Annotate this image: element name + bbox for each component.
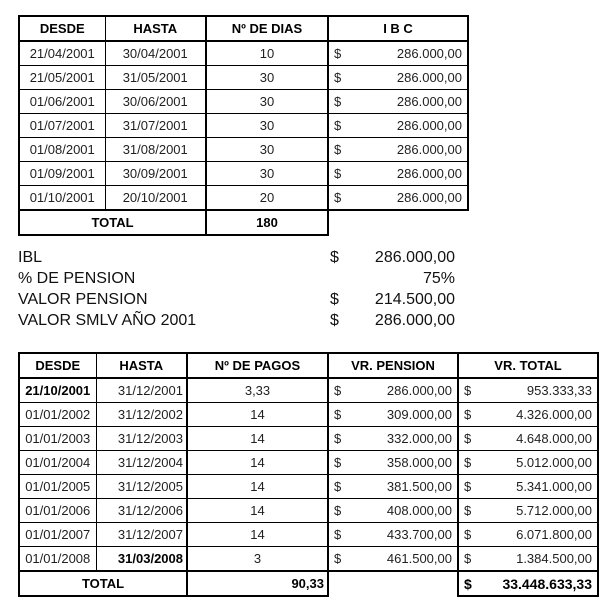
cell-pagos: 14 bbox=[187, 499, 328, 523]
currency-symbol: $ bbox=[464, 527, 472, 542]
cell-desde: 01/08/2001 bbox=[19, 138, 105, 162]
cell-vr-total bbox=[458, 475, 598, 499]
cell-desde: 21/10/2001 bbox=[19, 378, 96, 403]
summary-label: VALOR SMLV AÑO 2001 bbox=[18, 311, 197, 329]
header-vr-total: VR. TOTAL bbox=[458, 353, 598, 378]
empty-cell bbox=[328, 571, 458, 596]
ibc-days-table bbox=[18, 15, 469, 236]
amount: 5.712.000,00 bbox=[516, 503, 592, 518]
summary-row bbox=[18, 268, 455, 289]
amount: 4.326.000,00 bbox=[516, 407, 592, 422]
cell-desde: 01/10/2001 bbox=[19, 186, 105, 211]
cell-vr-pension bbox=[328, 403, 458, 427]
table-header-row bbox=[19, 353, 598, 378]
cell-vr-pension bbox=[328, 523, 458, 547]
currency-symbol: $ bbox=[334, 383, 342, 398]
amount: 358.000,00 bbox=[386, 455, 452, 470]
total-label: TOTAL bbox=[19, 210, 206, 235]
header-vr-pension: VR. PENSION bbox=[328, 353, 458, 378]
summary-row bbox=[18, 247, 455, 268]
currency-symbol: $ bbox=[334, 503, 342, 518]
cell-hasta: 31/12/2007 bbox=[96, 523, 187, 547]
cell-ibc bbox=[328, 138, 468, 162]
cell-vr-total bbox=[458, 451, 598, 475]
currency-symbol: $ bbox=[334, 46, 342, 61]
table-total-row bbox=[19, 210, 468, 235]
cell-desde: 01/01/2007 bbox=[19, 523, 96, 547]
total-dias: 180 bbox=[206, 210, 328, 235]
currency-symbol: $ bbox=[464, 479, 472, 494]
table-row bbox=[19, 66, 468, 90]
cell-ibc bbox=[328, 90, 468, 114]
currency-symbol: $ bbox=[334, 527, 342, 542]
table-row bbox=[19, 427, 598, 451]
header-pagos: Nº DE PAGOS bbox=[187, 353, 328, 378]
cell-desde: 01/01/2006 bbox=[19, 499, 96, 523]
cell-hasta: 31/05/2001 bbox=[105, 66, 206, 90]
summary-row bbox=[18, 289, 455, 310]
table-row bbox=[19, 451, 598, 475]
amount: 6.071.800,00 bbox=[516, 527, 592, 542]
currency-symbol: $ bbox=[334, 407, 342, 422]
table-row bbox=[19, 547, 598, 572]
header-hasta: HASTA bbox=[105, 16, 206, 41]
total-vr-total bbox=[458, 571, 598, 596]
header-hasta: HASTA bbox=[96, 353, 187, 378]
amount: 286.000,00 bbox=[396, 118, 462, 133]
total-pagos: 90,33 bbox=[187, 571, 328, 596]
currency-symbol: $ bbox=[334, 190, 342, 205]
cell-hasta: 30/06/2001 bbox=[105, 90, 206, 114]
currency-symbol: $ bbox=[464, 383, 472, 398]
pension-payments-table bbox=[18, 352, 599, 597]
cell-desde: 01/01/2003 bbox=[19, 427, 96, 451]
amount: 5.012.000,00 bbox=[516, 455, 592, 470]
summary-row bbox=[18, 310, 455, 331]
summary-value: 286.000,00 bbox=[374, 248, 455, 266]
amount: 433.700,00 bbox=[386, 527, 452, 542]
cell-vr-pension bbox=[328, 547, 458, 572]
currency-symbol: $ bbox=[330, 290, 339, 308]
currency-symbol: $ bbox=[334, 166, 342, 181]
summary-value: 75% bbox=[422, 269, 455, 287]
cell-hasta: 31/12/2003 bbox=[96, 427, 187, 451]
amount: 286.000,00 bbox=[396, 142, 462, 157]
cell-vr-pension bbox=[328, 378, 458, 403]
amount: 286.000,00 bbox=[396, 46, 462, 61]
cell-ibc bbox=[328, 162, 468, 186]
table-row bbox=[19, 138, 468, 162]
table-row bbox=[19, 162, 468, 186]
cell-pagos: 14 bbox=[187, 427, 328, 451]
cell-desde: 01/09/2001 bbox=[19, 162, 105, 186]
currency-symbol: $ bbox=[334, 479, 342, 494]
cell-ibc bbox=[328, 66, 468, 90]
amount: 953.333,33 bbox=[526, 383, 592, 398]
cell-hasta: 31/08/2001 bbox=[105, 138, 206, 162]
cell-ibc bbox=[328, 114, 468, 138]
amount: 286.000,00 bbox=[396, 166, 462, 181]
cell-dias: 30 bbox=[206, 114, 328, 138]
currency-symbol: $ bbox=[330, 311, 339, 329]
cell-desde: 01/07/2001 bbox=[19, 114, 105, 138]
table-row bbox=[19, 186, 468, 211]
cell-hasta: 31/12/2004 bbox=[96, 451, 187, 475]
header-ibc: I B C bbox=[328, 16, 468, 41]
cell-desde: 01/01/2004 bbox=[19, 451, 96, 475]
cell-vr-pension bbox=[328, 427, 458, 451]
summary-label: % DE PENSION bbox=[18, 269, 136, 287]
cell-dias: 30 bbox=[206, 138, 328, 162]
summary-label: VALOR PENSION bbox=[18, 290, 148, 308]
currency-symbol: $ bbox=[334, 70, 342, 85]
amount: 1.384.500,00 bbox=[516, 551, 592, 566]
cell-hasta: 31/12/2001 bbox=[96, 378, 187, 403]
amount: 381.500,00 bbox=[386, 479, 452, 494]
table-row bbox=[19, 499, 598, 523]
cell-hasta: 31/12/2006 bbox=[96, 499, 187, 523]
cell-pagos: 14 bbox=[187, 403, 328, 427]
table-row bbox=[19, 41, 468, 66]
currency-symbol: $ bbox=[464, 455, 472, 470]
table-row bbox=[19, 90, 468, 114]
table-total-row bbox=[19, 571, 598, 596]
amount: 332.000,00 bbox=[386, 431, 452, 446]
summary-value: 214.500,00 bbox=[374, 290, 455, 308]
summary-value: 286.000,00 bbox=[374, 311, 455, 329]
cell-ibc bbox=[328, 41, 468, 66]
cell-vr-total bbox=[458, 523, 598, 547]
currency-symbol: $ bbox=[464, 575, 472, 592]
currency-symbol: $ bbox=[464, 503, 472, 518]
table-row bbox=[19, 378, 598, 403]
pension-summary bbox=[18, 247, 455, 331]
cell-vr-pension bbox=[328, 451, 458, 475]
currency-symbol: $ bbox=[464, 407, 472, 422]
amount: 309.000,00 bbox=[386, 407, 452, 422]
table-row bbox=[19, 523, 598, 547]
cell-hasta: 20/10/2001 bbox=[105, 186, 206, 211]
amount: 33.448.633,33 bbox=[502, 575, 592, 592]
cell-hasta: 30/09/2001 bbox=[105, 162, 206, 186]
cell-dias: 30 bbox=[206, 162, 328, 186]
cell-dias: 10 bbox=[206, 41, 328, 66]
currency-symbol: $ bbox=[334, 431, 342, 446]
currency-symbol: $ bbox=[334, 455, 342, 470]
table-row bbox=[19, 475, 598, 499]
header-dias: Nº DE DIAS bbox=[206, 16, 328, 41]
table-header-row bbox=[19, 16, 468, 41]
cell-pagos: 14 bbox=[187, 475, 328, 499]
header-desde: DESDE bbox=[19, 16, 105, 41]
cell-vr-total bbox=[458, 378, 598, 403]
currency-symbol: $ bbox=[464, 431, 472, 446]
currency-symbol: $ bbox=[464, 551, 472, 566]
currency-symbol: $ bbox=[334, 94, 342, 109]
cell-desde: 01/01/2002 bbox=[19, 403, 96, 427]
cell-vr-total bbox=[458, 403, 598, 427]
table-row bbox=[19, 403, 598, 427]
total-label: TOTAL bbox=[19, 571, 187, 596]
cell-ibc bbox=[328, 186, 468, 211]
cell-dias: 30 bbox=[206, 66, 328, 90]
cell-vr-total bbox=[458, 547, 598, 572]
amount: 461.500,00 bbox=[386, 551, 452, 566]
cell-desde: 01/01/2005 bbox=[19, 475, 96, 499]
cell-hasta: 31/03/2008 bbox=[96, 547, 187, 572]
amount: 286.000,00 bbox=[396, 190, 462, 205]
cell-pagos: 14 bbox=[187, 523, 328, 547]
amount: 286.000,00 bbox=[386, 383, 452, 398]
cell-vr-pension bbox=[328, 499, 458, 523]
cell-desde: 21/04/2001 bbox=[19, 41, 105, 66]
cell-desde: 21/05/2001 bbox=[19, 66, 105, 90]
amount: 4.648.000,00 bbox=[516, 431, 592, 446]
cell-desde: 01/06/2001 bbox=[19, 90, 105, 114]
amount: 286.000,00 bbox=[396, 70, 462, 85]
cell-hasta: 30/04/2001 bbox=[105, 41, 206, 66]
cell-vr-pension bbox=[328, 475, 458, 499]
cell-pagos: 14 bbox=[187, 451, 328, 475]
cell-pagos: 3,33 bbox=[187, 378, 328, 403]
empty-cell bbox=[328, 210, 468, 235]
cell-hasta: 31/12/2005 bbox=[96, 475, 187, 499]
cell-dias: 20 bbox=[206, 186, 328, 211]
cell-pagos: 3 bbox=[187, 547, 328, 572]
cell-hasta: 31/07/2001 bbox=[105, 114, 206, 138]
cell-vr-total bbox=[458, 427, 598, 451]
amount: 408.000,00 bbox=[386, 503, 452, 518]
amount: 286.000,00 bbox=[396, 94, 462, 109]
header-desde: DESDE bbox=[19, 353, 96, 378]
summary-label: IBL bbox=[18, 248, 43, 266]
amount: 5.341.000,00 bbox=[516, 479, 592, 494]
cell-vr-total bbox=[458, 499, 598, 523]
cell-hasta: 31/12/2002 bbox=[96, 403, 187, 427]
currency-symbol: $ bbox=[334, 142, 342, 157]
currency-symbol: $ bbox=[334, 118, 342, 133]
currency-symbol: $ bbox=[334, 551, 342, 566]
cell-desde: 01/01/2008 bbox=[19, 547, 96, 572]
currency-symbol: $ bbox=[330, 248, 339, 266]
table-row bbox=[19, 114, 468, 138]
cell-dias: 30 bbox=[206, 90, 328, 114]
